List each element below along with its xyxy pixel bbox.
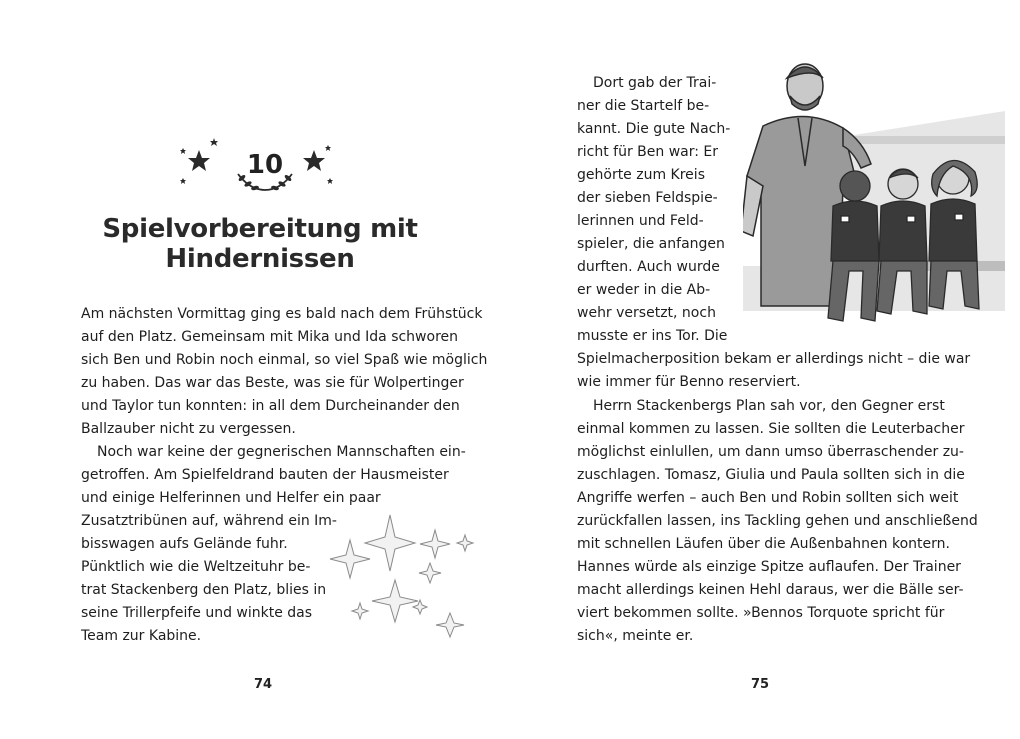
text-line: und Taylor tun konnten: in all dem Durcheinander den: [81, 398, 460, 414]
text-line: Angriffe werfen – auch Ben und Robin sollten sich weit: [577, 490, 959, 506]
text-line: Noch war keine der gegnerischen Mannschaften ein-: [97, 444, 466, 460]
text-line: gehörte zum Kreis: [577, 167, 705, 183]
text-line: bisswagen aufs Gelände fuhr.: [81, 536, 288, 552]
text-line: Dort gab der Trai-: [593, 75, 717, 91]
text-line: seine Trillerpfeife und winkte das: [81, 605, 313, 621]
chapter-title: [80, 214, 440, 274]
text-line: kannt. Die gute Nach-: [577, 121, 731, 137]
page-number: 75: [751, 677, 770, 692]
chapter-title-line: Hindernissen: [165, 244, 355, 274]
text-line: einmal kommen zu lassen. Sie sollten die Leuterbacher: [577, 421, 965, 437]
text-line: auf den Platz. Gemeinsam mit Mika und Ida schworen: [81, 329, 459, 345]
text-line: getroffen. Am Spielfeldrand bauten der Hausmeister: [81, 467, 449, 483]
trainer-and-players-illustration: [743, 56, 1005, 336]
text-line: möglichst einlullen, um dann umso überraschender zu-: [577, 444, 964, 460]
text-line: Herrn Stackenbergs Plan sah vor, den Gegner erst: [593, 398, 945, 414]
text-line: trat Stackenberg den Platz, blies in: [81, 582, 327, 598]
text-line: er weder in die Ab-: [577, 282, 711, 298]
text-line: mit schnellen Läufen über die Außenbahnen kontern.: [577, 536, 950, 552]
text-line: Ballzauber nicht zu vergessen.: [81, 421, 296, 437]
text-line: Spielmacherposition bekam er allerdings nicht – die war: [577, 351, 971, 367]
text-line: Team zur Kabine.: [81, 628, 202, 644]
text-line: spieler, die anfangen: [577, 236, 725, 252]
text-line: Hannes würde als einzige Spitze auflaufen. Der Trainer: [577, 559, 961, 575]
sparkle-stars-icon: [320, 505, 480, 640]
text-line: sich Ben und Robin noch einmal, so viel Spaß wie möglich: [81, 352, 488, 368]
text-line: ner die Startelf be-: [577, 98, 710, 114]
text-line: zu haben. Das war das Beste, was sie für Wolpertinger: [81, 375, 464, 391]
text-line: Pünktlich wie die Weltzeituhr be-: [81, 559, 311, 575]
text-line: wehr versetzt, noch: [577, 305, 716, 321]
chapter-number: 10: [246, 150, 284, 180]
text-line: Zusatztribünen auf, während ein Im-: [81, 513, 337, 529]
text-line: richt für Ben war: Er: [577, 144, 719, 160]
text-line: und einige Helferinnen und Helfer ein paar: [81, 490, 381, 506]
chapter-ornament: [150, 130, 380, 210]
text-line: lerinnen und Feld-: [577, 213, 704, 229]
text-line: der sieben Feldspie-: [577, 190, 718, 206]
chapter-title-line: Spielvorbereitung mit: [102, 214, 418, 244]
text-line: zuschlagen. Tomasz, Giulia und Paula sollten sich in die: [577, 467, 965, 483]
page-number: 74: [254, 677, 273, 692]
text-line: viert bekommen sollte. »Bennos Torquote spricht für: [577, 605, 945, 621]
text-line: zurückfallen lassen, ins Tackling gehen und anschließend: [577, 513, 978, 529]
text-line: durften. Auch wurde: [577, 259, 720, 275]
text-line: musste er ins Tor. Die: [577, 328, 728, 344]
text-line: wie immer für Benno reserviert.: [577, 374, 801, 390]
text-line: macht allerdings keinen Hehl daraus, wer die Bälle ser-: [577, 582, 964, 598]
text-line: Am nächsten Vormittag ging es bald nach dem Frühstück: [81, 306, 483, 322]
text-line: sich«, meinte er.: [577, 628, 694, 644]
